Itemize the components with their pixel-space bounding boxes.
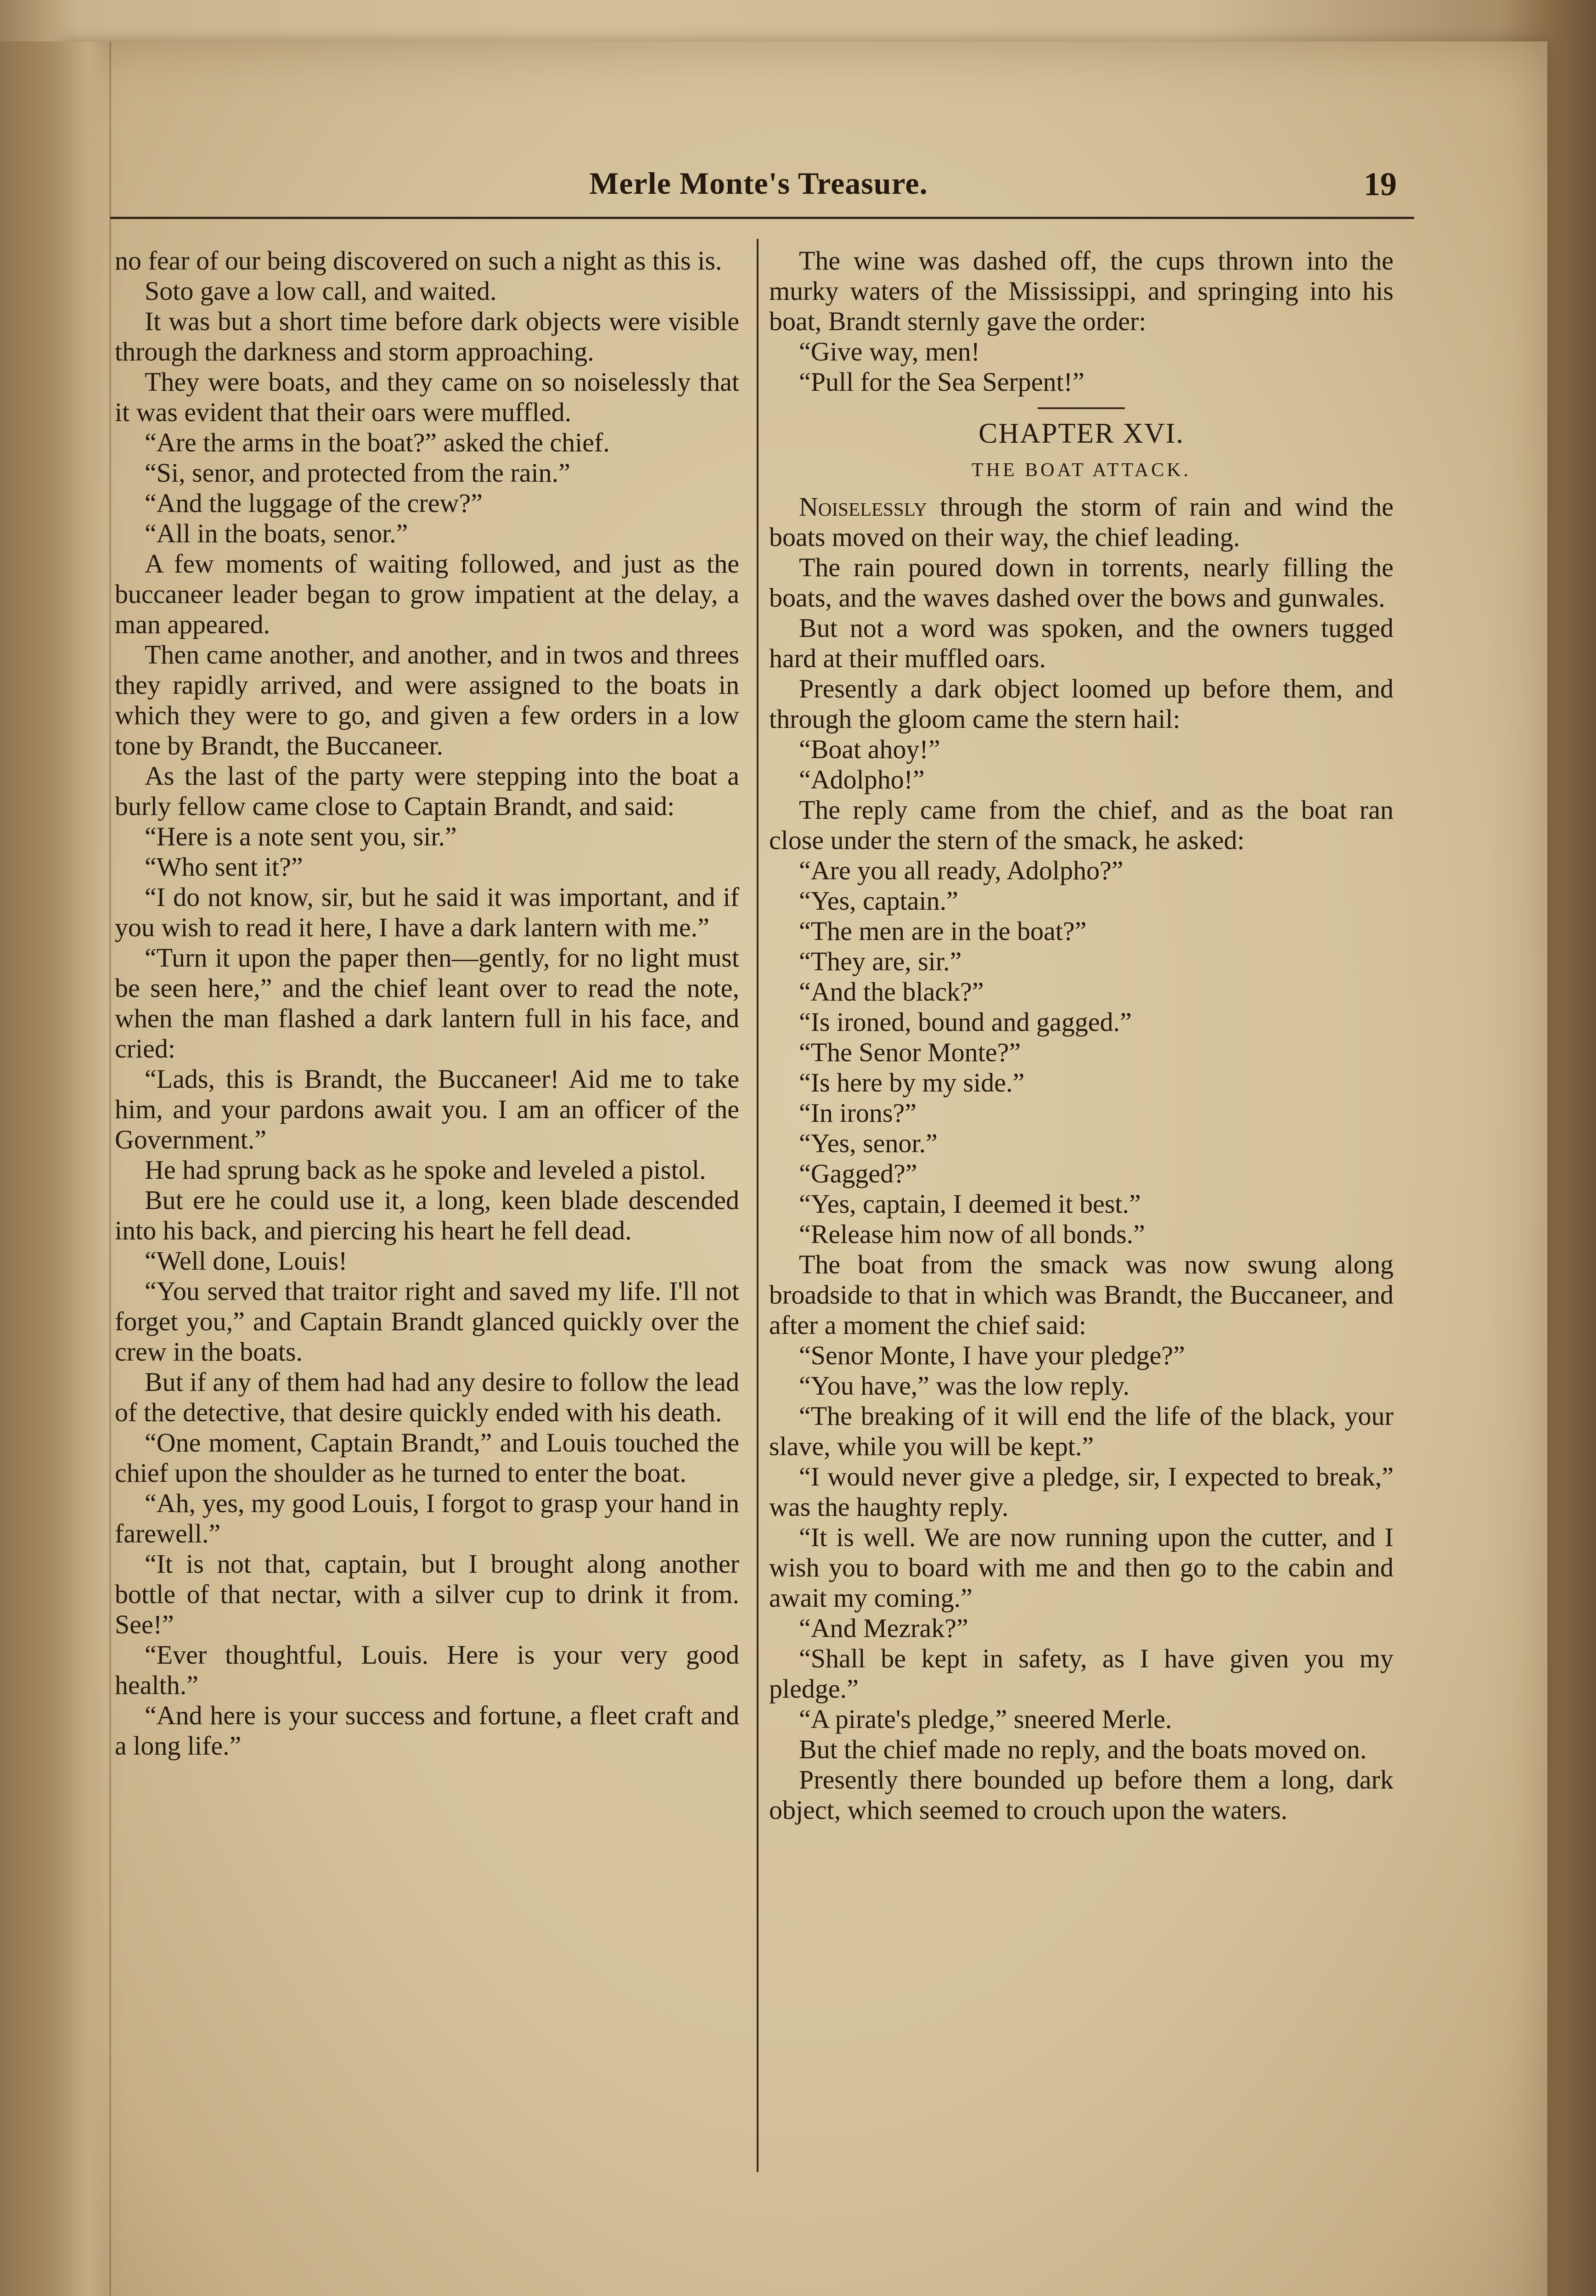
running-header <box>107 165 1411 216</box>
chapter-heading: CHAPTER XVI. <box>978 418 1184 449</box>
paragraph: A few moments of waiting followed, and just as the buccaneer leader began to grow impatient at the delay, a man appeared. <box>115 549 739 639</box>
paragraph: “In irons?” <box>799 1098 917 1128</box>
page-number: 19 <box>1364 166 1397 203</box>
paragraph: It was but a short time before dark objects were visible through the darkness and storm approaching. <box>115 306 739 366</box>
paragraph: “Ever thoughtful, Louis. Here is your very good health.” <box>115 1640 739 1700</box>
paragraph: But not a word was spoken, and the owners tugged hard at their muffled oars. <box>769 613 1394 673</box>
paragraph: “I do not know, sir, but he said it was important, and if you wish to read it here, I have a dark lantern with me.” <box>115 882 739 942</box>
paragraph: “It is well. We are now running upon the cutter, and I wish you to board with me and then go to the cabin and await my coming.” <box>769 1522 1394 1613</box>
paragraph: “Here is a note sent you, sir.” <box>145 822 457 851</box>
chapter-subtitle: THE BOAT ATTACK. <box>971 460 1191 481</box>
paragraph: “The Senor Monte?” <box>799 1037 1021 1067</box>
paragraph: “It is not that, captain, but I brought along another bottle of that nectar, with a silver cup to drink it from. See!” <box>115 1549 739 1639</box>
paragraph: “Well done, Louis! <box>145 1246 348 1276</box>
paragraph: “Shall be kept in safety, as I have given you my pledge.” <box>769 1643 1394 1704</box>
paragraph: The boat from the smack was now swung along broadside to that in which was Brandt, the Buccaneer, and after a moment the chief said: <box>769 1249 1394 1340</box>
paragraph: But ere he could use it, a long, keen blade descended into his back, and piercing his heart he fell dead. <box>115 1185 739 1245</box>
column-divider <box>757 239 759 2172</box>
paragraph: “Si, senor, and protected from the rain.” <box>145 458 570 488</box>
paragraph: The wine was dashed off, the cups thrown into the murky waters of the Mississippi, and springing into his boat, Brandt sternly gave the order: <box>769 246 1394 336</box>
paragraph: “Adolpho!” <box>799 765 925 794</box>
paragraph: The rain poured down in torrents, nearly filling the boats, and the waves dashed over the bows and gunwales. <box>769 552 1394 613</box>
paragraph: “And the luggage of the crew?” <box>145 488 483 518</box>
paragraph: As the last of the party were stepping into the boat a burly fellow came close to Captain Brandt, and said: <box>115 761 739 821</box>
paragraph: Then came another, and another, and in twos and threes they rapidly arrived, and were assigned to the boats in which they were to go, and given a few orders in a low tone by Brandt, the Buccaneer. <box>115 640 739 760</box>
paragraph: Soto gave a low call, and waited. <box>145 276 497 306</box>
paragraph: “And Mezrak?” <box>799 1613 968 1643</box>
paragraph: “And the black?” <box>799 977 984 1007</box>
paragraph: “Are the arms in the boat?” asked the chief. <box>145 428 610 457</box>
paragraph: They were boats, and they came on so noiselessly that it was evident that their oars were muffled. <box>115 367 739 427</box>
paragraph: “Is ironed, bound and gagged.” <box>799 1007 1132 1037</box>
paragraph: “Yes, senor.” <box>799 1128 938 1158</box>
chapter-opening-paragraph <box>769 492 1394 552</box>
paragraph: He had sprung back as he spoke and leveled a pistol. <box>145 1155 706 1185</box>
paragraph: “Pull for the Sea Serpent!” <box>799 367 1085 397</box>
paragraph: Presently a dark object loomed up before them, and through the gloom came the stern hail: <box>769 674 1394 734</box>
paragraph: “I would never give a pledge, sir, I expected to break,” was the haughty reply. <box>769 1462 1394 1522</box>
paragraph: “You have,” was the low reply. <box>799 1371 1130 1401</box>
paragraph: “One moment, Captain Brandt,” and Louis touched the chief upon the shoulder as he turned to enter the boat. <box>115 1428 739 1488</box>
paragraph: “A pirate's pledge,” sneered Merle. <box>799 1704 1172 1734</box>
paragraph: “Give way, men! <box>799 337 980 366</box>
opening-text: through the storm of rain and wind the boats moved on their way, the chief leading. <box>769 492 1394 552</box>
paragraph: But if any of them had had any desire to follow the lead of the detective, that desire quickly ended with his death. <box>115 1367 739 1427</box>
left-column <box>115 246 739 1761</box>
page-edge-line <box>109 41 111 2296</box>
paragraph: “Is here by my side.” <box>799 1068 1025 1097</box>
paragraph: But the chief made no reply, and the boats moved on. <box>799 1734 1367 1764</box>
paragraph: “The men are in the boat?” <box>799 916 1087 946</box>
paragraph: “Yes, captain, I deemed it best.” <box>799 1189 1141 1219</box>
paragraph: “All in the boats, senor.” <box>145 518 408 548</box>
page-fold-shadow <box>0 41 106 2296</box>
running-title: Merle Monte's Treasure. <box>589 166 928 201</box>
paragraph: “Release him now of all bonds.” <box>799 1219 1145 1249</box>
paragraph: no fear of our being discovered on such a night as this is. <box>115 246 722 276</box>
paragraph: “The breaking of it will end the life of the black, your slave, while you will be kept.” <box>769 1401 1394 1461</box>
paragraph: Presently there bounded up before them a long, dark object, which seemed to crouch upon the waters. <box>769 1765 1394 1825</box>
section-rule <box>1038 407 1125 409</box>
right-column <box>769 246 1394 1825</box>
paragraph: “You served that traitor right and saved my life. I'll not forget you,” and Captain Brandt glanced quickly over the crew in the boats. <box>115 1276 739 1367</box>
paragraph: The reply came from the chief, and as the boat ran close under the stern of the smack, he asked: <box>769 795 1394 855</box>
paragraph: “Who sent it?” <box>145 852 303 882</box>
paragraph: “Gagged?” <box>799 1159 917 1188</box>
opening-word: Noiselessly <box>799 492 927 522</box>
header-rule <box>110 217 1414 219</box>
paragraph: “And here is your success and fortune, a fleet craft and a long life.” <box>115 1700 739 1761</box>
paragraph: “Lads, this is Brandt, the Buccaneer! Aid me to take him, and your pardons await you. I am an officer of the Government.” <box>115 1064 739 1154</box>
paragraph: “Turn it upon the paper then—gently, for no light must be seen here,” and the chief leant over to read the note, when the man flashed a dark lantern full in his face, and cried: <box>115 943 739 1064</box>
paragraph: “Are you all ready, Adolpho?” <box>799 855 1124 885</box>
paragraph: “Senor Monte, I have your pledge?” <box>799 1340 1185 1370</box>
paragraph: “Ah, yes, my good Louis, I forgot to grasp your hand in farewell.” <box>115 1488 739 1548</box>
paragraph: “Yes, captain.” <box>799 886 958 916</box>
paragraph: “They are, sir.” <box>799 946 962 976</box>
paragraph: “Boat ahoy!” <box>799 734 940 764</box>
